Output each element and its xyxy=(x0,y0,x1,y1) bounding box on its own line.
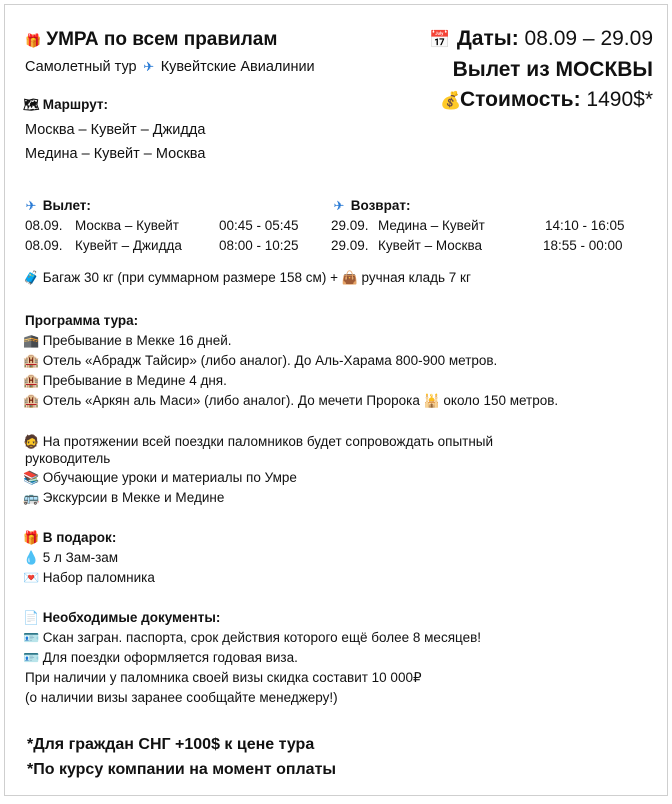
books-icon: 📚 xyxy=(23,471,40,486)
baggage-text-1: Багаж 30 кг (при суммарном размере 158 см) + xyxy=(42,270,338,285)
outbound-label-text: Вылет: xyxy=(42,198,91,213)
gift-icon: 🎁 xyxy=(25,34,42,49)
id-card-icon: 🪪 xyxy=(23,631,40,646)
bus-icon: 🚌 xyxy=(23,491,40,506)
gift-item-2 xyxy=(23,570,155,586)
route-line-1: Москва – Кувейт – Джидда xyxy=(25,122,206,138)
outbound-time-2: 08:00 - 10:25 xyxy=(219,238,299,253)
outbound-route-2: Кувейт – Джидда xyxy=(75,238,182,253)
route-label xyxy=(23,97,108,113)
mosque-icon: 🕌 xyxy=(423,394,440,409)
tour-title-text: УМРА по всем правилам xyxy=(46,29,278,50)
departure-line: Вылет из МОСКВЫ xyxy=(452,58,653,81)
tour-subtitle xyxy=(25,59,315,75)
route-label-text: Маршрут: xyxy=(42,97,109,112)
person-icon: 🧔 xyxy=(23,435,40,450)
plane-icon: ✈ xyxy=(333,199,345,214)
return-label xyxy=(331,198,410,214)
hotel-icon: 🏨 xyxy=(23,354,40,369)
outbound-route-1: Москва – Кувейт xyxy=(75,218,179,233)
note-line-1: *Для граждан СНГ +100$ к цене тура xyxy=(27,736,315,753)
excursions-line xyxy=(23,490,224,506)
program-item-2-text: Отель «Абрадж Тайсир» (либо аналог). До Аль-Харама 800-900 метров. xyxy=(42,353,498,368)
baggage-line xyxy=(23,270,471,286)
guide-line-1-text: На протяжении всей поездки паломников будет сопровождать опытный xyxy=(42,434,494,449)
gift-icon: 🎁 xyxy=(23,531,40,546)
document-icon: 📄 xyxy=(23,611,40,626)
docs-item-1-text: Скан загран. паспорта, срок действия которого ещё более 8 месяцев! xyxy=(42,630,482,645)
docs-line-4: (о наличии визы заранее сообщайте менеджеру!) xyxy=(25,690,338,705)
kaaba-icon: 🕋 xyxy=(23,334,40,349)
luggage-icon: 🧳 xyxy=(23,271,40,286)
note-line-2: *По курсу компании на момент оплаты xyxy=(27,761,337,778)
program-item-1-text: Пребывание в Мекке 16 дней. xyxy=(42,333,232,348)
calendar-icon: 📅 xyxy=(429,30,451,50)
return-route-1: Медина – Кувейт xyxy=(378,218,485,233)
tour-flyer xyxy=(4,4,668,796)
dates-line xyxy=(429,27,653,51)
subtitle-suffix: Кувейтские Авиалинии xyxy=(160,59,315,75)
return-route-2: Кувейт – Москва xyxy=(378,238,482,253)
return-time-1: 14:10 - 16:05 xyxy=(545,218,625,233)
baggage-text-2: ручная кладь 7 кг xyxy=(361,270,471,285)
gift-item-1-text: 5 л Зам-зам xyxy=(42,550,119,565)
money-bag-icon: 💰 xyxy=(439,91,462,111)
docs-item-1 xyxy=(23,630,481,646)
price-value: 1490$* xyxy=(586,88,653,111)
docs-label xyxy=(23,610,220,626)
program-item-4 xyxy=(23,393,558,409)
plane-icon: ✈ xyxy=(25,199,37,214)
tour-title xyxy=(25,29,277,51)
program-item-3 xyxy=(23,373,227,389)
gift-label xyxy=(23,530,116,546)
heart-letter-icon: 💌 xyxy=(23,571,40,586)
guide-line-1 xyxy=(23,434,493,450)
return-label-text: Возврат: xyxy=(350,198,411,213)
plane-icon: ✈ xyxy=(143,60,155,75)
program-item-4-text: Отель «Аркян аль Маси» (либо аналог). До мечети Пророка xyxy=(42,393,420,408)
handbag-icon: 👜 xyxy=(341,271,358,286)
subtitle-prefix: Самолетный тур xyxy=(25,59,137,75)
map-icon: 🗺 xyxy=(23,98,40,113)
outbound-label xyxy=(23,198,91,214)
outbound-date-1: 08.09. xyxy=(25,218,63,233)
guide-line-2: руководитель xyxy=(25,451,111,466)
docs-line-3: При наличии у паломника своей визы скидка составит 10 000₽ xyxy=(25,670,422,685)
return-time-2: 18:55 - 00:00 xyxy=(543,238,623,253)
outbound-time-1: 00:45 - 05:45 xyxy=(219,218,299,233)
route-line-2: Медина – Кувейт – Москва xyxy=(25,146,206,162)
program-label: Программа тура: xyxy=(25,313,139,328)
price-label: Стоимость: xyxy=(459,88,581,111)
lessons-text: Обучающие уроки и материалы по Умре xyxy=(42,470,297,485)
gift-item-1 xyxy=(23,550,118,566)
docs-item-2-text: Для поездки оформляется годовая виза. xyxy=(42,650,298,665)
gift-item-2-text: Набор паломника xyxy=(42,570,155,585)
id-card-icon: 🪪 xyxy=(23,651,40,666)
gift-label-text: В подарок: xyxy=(42,530,117,545)
outbound-date-2: 08.09. xyxy=(25,238,63,253)
dates-label: Даты: xyxy=(456,27,519,50)
return-date-2: 29.09. xyxy=(331,238,369,253)
docs-item-2 xyxy=(23,650,298,666)
hotel-icon: 🏨 xyxy=(23,374,40,389)
excursions-text: Экскурсии в Мекке и Медине xyxy=(42,490,225,505)
hotel-icon: 🏨 xyxy=(23,394,40,409)
program-item-2 xyxy=(23,353,497,369)
lessons-line xyxy=(23,470,297,486)
dates-value: 08.09 – 29.09 xyxy=(524,27,653,50)
program-item-1 xyxy=(23,333,232,349)
docs-label-text: Необходимые документы: xyxy=(42,610,221,625)
program-item-4-tail: около 150 метров. xyxy=(443,393,559,408)
return-date-1: 29.09. xyxy=(331,218,369,233)
water-drop-icon: 💧 xyxy=(23,551,40,566)
program-item-3-text: Пребывание в Медине 4 дня. xyxy=(42,373,227,388)
price-line xyxy=(440,88,653,112)
